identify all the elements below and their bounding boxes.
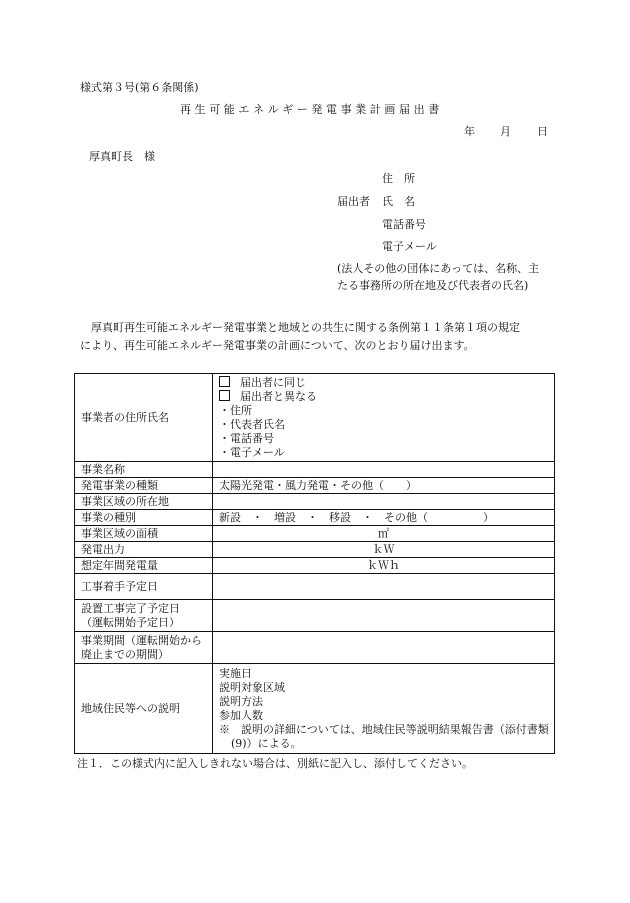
location-label: 事業区域の所在地 — [75, 494, 213, 510]
form-title: 再生可能エネルギー発電事業計画届出書 — [180, 103, 443, 116]
operator-row — [75, 374, 555, 462]
area-row — [75, 526, 555, 542]
addressee: 厚真町長 様 — [89, 150, 155, 163]
notifier-phone-label: 電話番号 — [382, 218, 426, 231]
completion-row — [75, 600, 555, 632]
operator-item-email: ・電子メール — [219, 445, 285, 459]
checkbox-same[interactable] — [219, 376, 230, 387]
period-label-line1: 事業期間（運転開始から — [81, 633, 202, 647]
notifier-note-line1: (法人その他の団体にあっては、名称、主 — [337, 262, 540, 275]
operator-label: 事業者の住所氏名 — [75, 374, 213, 462]
explanation-item-area: 説明対象区域 — [219, 680, 285, 694]
operator-cell — [213, 374, 555, 462]
explanation-item-date: 実施日 — [219, 666, 252, 680]
construction-start-row — [75, 574, 555, 600]
generation-type-row — [75, 478, 555, 494]
annual-generation-value[interactable]: ｋＷｈ — [213, 558, 555, 574]
period-row — [75, 632, 555, 664]
business-type-value[interactable]: 新設 ・ 増設 ・ 移設 ・ その他（ ） — [213, 510, 555, 526]
footnote: 注１．この様式内に記入しきれない場合は、別紙に記入し、添付してください。 — [77, 757, 473, 770]
completion-label-line2: （運転開始予定日） — [81, 615, 180, 629]
form-number: 様式第３号(第６条関係) — [80, 81, 199, 94]
location-value[interactable] — [213, 494, 555, 510]
annual-generation-row — [75, 558, 555, 574]
annual-generation-label: 想定年間発電量 — [75, 558, 213, 574]
plan-table — [74, 373, 555, 754]
notifier-label: 届出者 — [337, 195, 370, 208]
business-type-label: 事業の種別 — [75, 510, 213, 526]
explanation-item-participants: 参加人数 — [219, 708, 263, 722]
checkbox-different-label: 届出者と異なる — [240, 389, 317, 403]
body-line-1: 厚真町再生可能エネルギー発電事業と地域との共生に関する条例第１１条第１項の規定 — [91, 321, 520, 334]
checkbox-same-label: 届出者に同じ — [240, 375, 306, 389]
notifier-note-line2: たる事務所の所在地及び代表者の氏名) — [337, 279, 529, 292]
notifier-name-label: 氏 名 — [382, 195, 415, 208]
body-line-2: により、再生可能エネルギー発電事業の計画について、次のとおり届け出ます。 — [80, 339, 475, 352]
checkbox-different-option[interactable] — [219, 390, 554, 404]
project-name-row — [75, 462, 555, 478]
output-value[interactable]: ｋＷ — [213, 542, 555, 558]
completion-label — [75, 600, 213, 632]
explanation-item-method: 説明方法 — [219, 694, 263, 708]
checkbox-different[interactable] — [219, 390, 230, 401]
notifier-email-label: 電子メール — [382, 240, 437, 253]
generation-type-value[interactable]: 太陽光発電・風力発電・その他（ ） — [213, 478, 555, 494]
construction-start-label: 工事着手予定日 — [75, 574, 213, 600]
explanation-cell[interactable] — [213, 664, 555, 754]
output-label: 発電出力 — [75, 542, 213, 558]
generation-type-label: 発電事業の種類 — [75, 478, 213, 494]
explanation-row — [75, 664, 555, 754]
notifier-address-label: 住 所 — [382, 172, 415, 185]
project-name-value[interactable] — [213, 462, 555, 478]
body-paragraph — [80, 319, 560, 355]
checkbox-same-option[interactable] — [219, 376, 554, 390]
date-day-label: 日 — [537, 125, 548, 138]
project-name-label: 事業名称 — [75, 462, 213, 478]
date-month-label: 月 — [500, 125, 511, 138]
explanation-label: 地域住民等への説明 — [75, 664, 213, 754]
operator-item-phone: ・電話番号 — [219, 431, 274, 445]
business-type-row — [75, 510, 555, 526]
period-value[interactable] — [213, 632, 555, 664]
output-row — [75, 542, 555, 558]
operator-item-representative: ・代表者氏名 — [219, 417, 285, 431]
completion-value[interactable] — [213, 600, 555, 632]
area-label: 事業区域の面積 — [75, 526, 213, 542]
location-row — [75, 494, 555, 510]
explanation-note: ※ 説明の詳細については、地域住民等説明結果報告書（添付書類(9)）による。 — [219, 722, 549, 750]
completion-label-line1: 設置工事完了予定日 — [81, 601, 180, 615]
period-label-line2: 廃止までの期間） — [81, 647, 169, 661]
period-label — [75, 632, 213, 664]
operator-item-address: ・住所 — [219, 403, 252, 417]
area-value[interactable]: ㎡ — [213, 526, 555, 542]
date-year-label: 年 — [464, 125, 475, 138]
construction-start-value[interactable] — [213, 574, 555, 600]
